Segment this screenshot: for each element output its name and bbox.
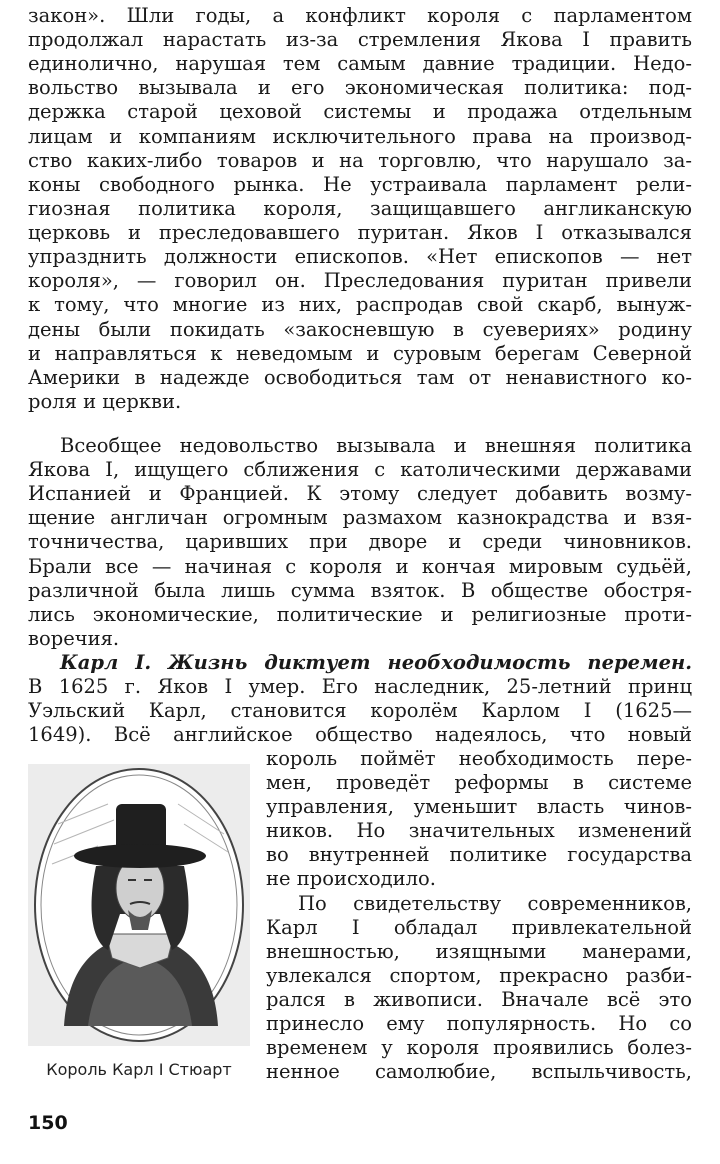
paragraph-1-line: продолжал нарастать из-за стремления Якова I править [28,28,692,51]
page-number: 150 [28,1112,68,1134]
figure-caption: Король Карл I Стюарт [46,1060,232,1079]
wrapped-text-line: рался в живописи. Вначале всё это [266,988,692,1011]
paragraph-1-line: к тому, что многие из них, распродав свой скарб, вынуж- [28,293,692,316]
wrapped-text-line: мен, проведёт реформы в системе [266,771,692,794]
paragraph-2-line: Испанией и Францией. К этому следует добавить возму- [28,482,692,505]
paragraph-1-line: Америки в надежде освободиться там от ненавистного ко- [28,366,692,389]
section-heading-text: Карл I. Жизнь диктует необходимость перемен. [60,651,692,674]
wrapped-text-line: во внутренней политике государства [266,843,692,866]
paragraph-1-line: церковь и преследовавшего пуритан. Яков I отказывался [28,221,692,244]
paragraph-2-line: точничества, царивших при дворе и среди чиновников. [28,530,692,553]
wrapped-text-line: ненное самолюбие, вспыльчивость, [266,1060,692,1083]
section-line: В 1625 г. Яков I умер. Его наследник, 25-летний принц [28,675,692,698]
section-heading [28,651,692,675]
paragraph-1-line: закон». Шли годы, а конфликт короля с парламентом [28,4,692,27]
wrapped-text-line: король поймёт необходимость пере- [266,747,692,770]
section-line: 1649). Всё английское общество надеялось, что новый [28,723,692,746]
wrapped-text-line: внешностью, изящными манерами, [266,940,692,963]
paragraph-1-line: роля и церкви. [28,390,182,413]
wrapped-text-line: ников. Но значительных изменений [266,819,692,842]
paragraph-1-line: упразднить должности епископов. «Нет епископов — нет [28,245,692,268]
paragraph-1-line: и направляться к неведомым и суровым берегам Северной [28,342,692,365]
paragraph-2-line: Якова I, ищущего сближения с католическими державами [28,458,692,481]
paragraph-2-line: щение англичан огромным размахом казнокрадства и взя- [28,506,692,529]
paragraph-1-line: дены были покидать «закосневшую в суевериях» родину [28,318,692,341]
wrapped-text-line: По свидетельству современников, [298,892,692,915]
paragraph-1-line: короля», — говорил он. Преследования пуритан привели [28,269,692,292]
paragraph-1-line: ство каких-либо товаров и на торговлю, что нарушало за- [28,149,692,172]
paragraph-2-line: различной была лишь сумма взяток. В обществе обостря- [28,579,692,602]
paragraph-2-line: Всеобщее недовольство вызывала и внешняя политика [60,434,692,457]
paragraph-1-line: вольство вызывала и его экономическая политика: под- [28,76,692,99]
wrapped-text-line: увлекался спортом, прекрасно разби- [266,964,692,987]
wrapped-text-line: не происходило. [266,867,436,890]
paragraph-1-line: гиозная политика короля, защищавшего англиканскую [28,197,692,220]
paragraph-2-line: лись экономические, политические и религиозные проти- [28,603,692,626]
section-line: Уэльский Карл, становится королём Карлом I (1625— [28,699,692,722]
wrapped-text-line: Карл I обладал привлекательной [266,916,692,939]
paragraph-1-line: держка старой цеховой системы и продажа отдельным [28,100,692,123]
wrapped-text-line: временем у короля проявились болез- [266,1036,692,1059]
portrait-king-charles-illustration [28,764,250,1046]
wrapped-text-line: управления, уменьшит власть чинов- [266,795,692,818]
paragraph-2-line: Брали все — начиная с короля и кончая мировым судьёй, [28,555,692,578]
wrapped-text-line: принесло ему популярность. Но со [266,1012,692,1035]
paragraph-1-line: лицам и компаниям исключительного права на производ- [28,125,692,148]
paragraph-2-line: воречия. [28,627,120,650]
paragraph-1-line: единолично, нарушая тем самым давние традиции. Недо- [28,52,692,75]
paragraph-1-line: коны свободного рынка. Не устраивала парламент рели- [28,173,692,196]
